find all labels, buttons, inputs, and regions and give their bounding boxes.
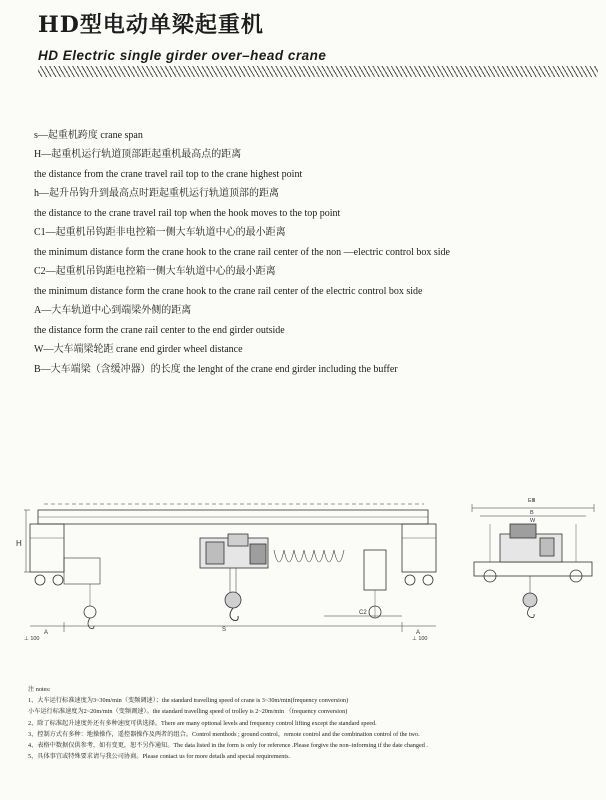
main-hook-block bbox=[225, 592, 241, 608]
definition-line: the distance to the crane travel rail top when the hook moves to the top point bbox=[34, 208, 341, 219]
note-item: 2、除了标准起升速度外还有多种速度可供选择。There are many optional levels and frequency control lifting except the standard speed. bbox=[28, 719, 377, 727]
definition-line: W—大车端梁轮距 crane end girder wheel distance bbox=[34, 344, 243, 355]
header-hatch-divider bbox=[38, 66, 598, 77]
note-item: 4、表格中数据仅供参考，如有变更，恕不另作通知。The data listed in the form is only for reference .Please forgive the non–informing if the date changed . bbox=[28, 741, 428, 749]
crane-front-elevation-drawing bbox=[16, 494, 444, 644]
definition-line: s—起重机跨度 crane span bbox=[34, 130, 143, 141]
wheel bbox=[423, 575, 433, 585]
side-label-b: B bbox=[530, 510, 534, 516]
definition-line: B—大车端梁（含缓冲器）的长度 the lenght of the crane end girder including the buffer bbox=[34, 364, 398, 375]
dim-label-span: S bbox=[222, 627, 227, 633]
definition-line: A—大车轨道中心到端梁外侧的距离 bbox=[34, 305, 192, 316]
definition-line: the distance form the crane rail center to the end girder outside bbox=[34, 325, 285, 336]
side-label-top: EⅢ bbox=[528, 498, 536, 504]
note-item: 小车运行标准速度为2~20m/min（变频调速）。the standard travelling speed of trolley is 2~20m/min （frequency conversion) bbox=[28, 708, 348, 716]
side-hook-block bbox=[523, 593, 537, 607]
note-item: 5、具体事宜或特殊要求请与我公司协商。Please contact us for more details and special requirements. bbox=[28, 753, 291, 761]
rail-label-left: ⊥ 100 bbox=[24, 636, 40, 642]
page-title: HD型电动单梁起重机 bbox=[38, 12, 264, 38]
crane-side-elevation-drawing bbox=[460, 494, 606, 624]
control-box bbox=[364, 550, 386, 590]
note-item: 3、控制方式有多种：地操操作，遥控器操作及两者的组合。Control menthods ; ground control，remote control and the combination control of the two. bbox=[28, 730, 420, 738]
left-end-girder bbox=[30, 524, 64, 572]
wheel bbox=[53, 575, 63, 585]
end-beam bbox=[474, 562, 592, 576]
definition-line: H—起重机运行轨道顶部距起重机最高点的距离 bbox=[34, 149, 242, 160]
definition-line: the distance from the crane travel rail top to the crane highest point bbox=[34, 169, 303, 180]
dim-label-c2: C2 bbox=[359, 610, 367, 616]
wheel bbox=[405, 575, 415, 585]
left-hook-pulley bbox=[84, 606, 96, 618]
rail-label-right: ⊥ 100 bbox=[412, 636, 428, 642]
notes-heading: 注 notes: bbox=[28, 686, 51, 693]
festoon-cable bbox=[274, 550, 344, 562]
page-subtitle: HD Electric single girder over–head crane bbox=[38, 48, 327, 63]
definition-line: C1—起重机吊钩距非电控箱一侧大车轨道中心的最小距离 bbox=[34, 227, 286, 238]
definition-line: C2—起重机吊钩距电控箱一侧大车轨道中心的最小距离 bbox=[34, 266, 276, 277]
dim-label-H: H bbox=[16, 539, 22, 548]
definition-line: h—起升吊钩升到最高点时距起重机运行轨道顶部的距离 bbox=[34, 188, 279, 199]
dim-label-a-left: A bbox=[44, 630, 49, 636]
definition-line: the minimum distance form the crane hook to the crane rail center of the electric control box side bbox=[34, 286, 423, 297]
wheel bbox=[35, 575, 45, 585]
note-item: 1、大车运行标准速度为3~30m/min（变频调速）；the standard travelling speed of crane is 3~30m/min(frequency conversion) bbox=[28, 697, 349, 705]
right-end-girder bbox=[402, 524, 436, 572]
notes-section bbox=[28, 684, 428, 762]
side-label-w: W bbox=[530, 518, 536, 524]
dim-label-a-right: A bbox=[416, 630, 421, 636]
definition-line: the minimum distance form the crane hook to the crane rail center of the non —electric control box side bbox=[34, 247, 450, 258]
